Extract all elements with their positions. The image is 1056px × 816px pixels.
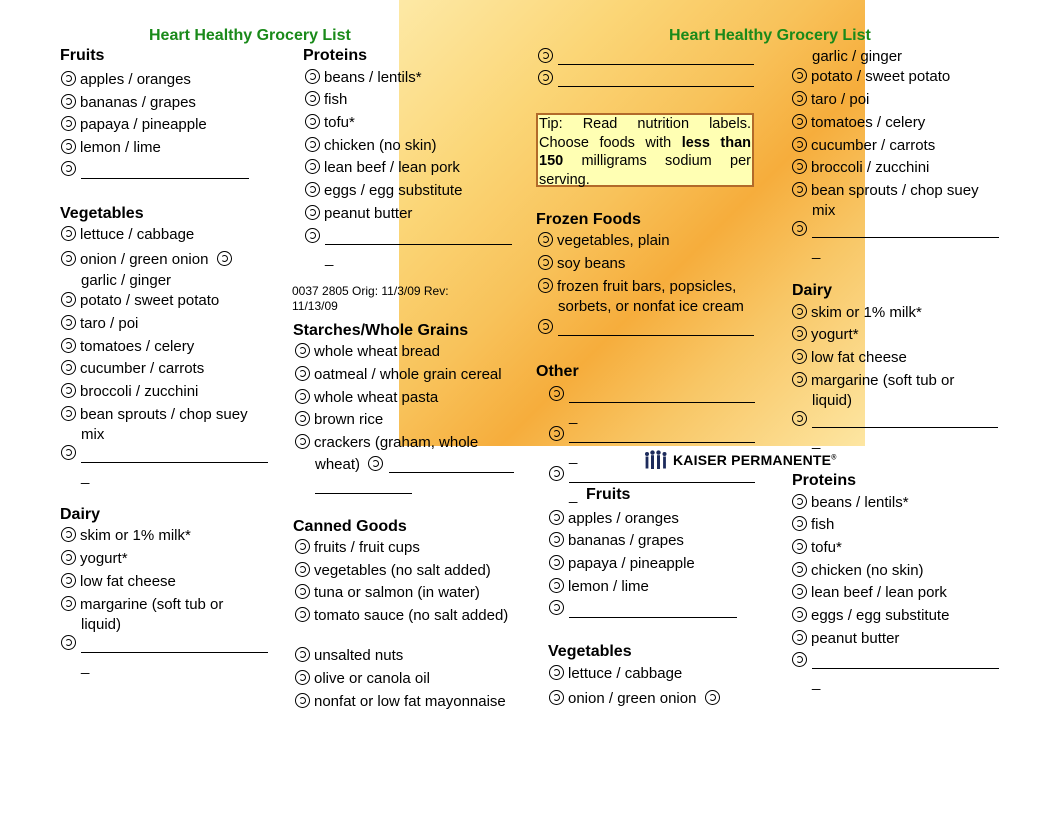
- list-item: broccoli / zucchini: [61, 383, 198, 401]
- bullet-icon: [305, 91, 320, 106]
- list-item: lean beef / lean pork: [792, 584, 947, 602]
- bullet-icon: [305, 205, 320, 220]
- bullet-icon: [538, 255, 553, 270]
- blank-line[interactable]: [558, 335, 754, 336]
- list-item: vegetables, plain: [538, 232, 670, 250]
- vegetables-heading: Vegetables: [548, 643, 632, 660]
- bullet-icon: [61, 360, 76, 375]
- list-item: [549, 466, 568, 484]
- bullet-icon: [295, 607, 310, 622]
- list-item: tuna or salmon (in water): [295, 584, 480, 602]
- blank-line[interactable]: [315, 493, 412, 494]
- blank-underscore: _: [812, 674, 821, 691]
- list-item: chicken (no skin): [792, 562, 924, 580]
- list-item: oatmeal / whole grain cereal: [295, 366, 502, 384]
- list-item: low fat cheese: [61, 573, 176, 591]
- list-item: broccoli / zucchini: [792, 159, 929, 177]
- bullet-icon: [792, 68, 807, 83]
- list-item: potato / sweet potato: [792, 68, 950, 86]
- blank-underscore: _: [81, 658, 90, 675]
- sodium-tip-box: Tip: Read nutrition labels. Choose foods with less than 150 milligrams sodium per serving.: [536, 113, 754, 187]
- bullet-icon: [549, 532, 564, 547]
- blank-underscore: _: [569, 487, 578, 504]
- bullet-icon: [538, 319, 553, 334]
- bullet-icon: [792, 411, 807, 426]
- list-item: tofu*: [792, 539, 842, 557]
- bullet-icon: [61, 315, 76, 330]
- bullet-icon: [538, 70, 553, 85]
- bullet-icon: [792, 494, 807, 509]
- list-item: tomatoes / celery: [792, 114, 925, 132]
- bullet-icon: [295, 693, 310, 708]
- list-item: unsalted nuts: [295, 647, 403, 665]
- blank-underscore: _: [812, 433, 821, 450]
- blank-line[interactable]: [81, 178, 249, 179]
- list-item: fish: [792, 516, 834, 534]
- list-item: bean sprouts / chop suey: [792, 182, 979, 200]
- bullet-icon: [792, 539, 807, 554]
- list-item: skim or 1% milk*: [61, 527, 191, 545]
- kaiser-permanente-logo: [644, 450, 837, 470]
- proteins-heading: Proteins: [792, 472, 857, 489]
- blank-line[interactable]: [569, 482, 755, 483]
- bullet-icon: [549, 600, 564, 615]
- bullet-icon: [538, 232, 553, 247]
- list-item: bananas / grapes: [61, 94, 196, 112]
- bullet-icon: [61, 139, 76, 154]
- list-item: yogurt*: [61, 550, 128, 568]
- blank-line[interactable]: [569, 617, 737, 618]
- list-item: [305, 228, 324, 246]
- bullet-icon: [792, 516, 807, 531]
- bullet-icon: [295, 411, 310, 426]
- bullet-icon: [305, 137, 320, 152]
- bullet-icon: [295, 647, 310, 662]
- list-item: skim or 1% milk*: [792, 304, 922, 322]
- bullet-icon: [305, 114, 320, 129]
- bullet-icon: [295, 343, 310, 358]
- list-item: whole wheat pasta: [295, 389, 438, 407]
- list-item: tomatoes / celery: [61, 338, 194, 356]
- list-item: beans / lentils*: [305, 69, 422, 87]
- bullet-icon: [295, 434, 310, 449]
- bullet-icon: [61, 596, 76, 611]
- bullet-icon: [61, 292, 76, 307]
- bullet-icon: [61, 71, 76, 86]
- blank-line[interactable]: [812, 237, 999, 238]
- proteins-heading: Proteins: [303, 47, 368, 64]
- bullet-icon: [295, 670, 310, 685]
- blank-underscore: _: [569, 448, 578, 465]
- blank-line[interactable]: [812, 427, 998, 428]
- list-item: papaya / pineapple: [549, 555, 695, 573]
- bullet-icon: [792, 114, 807, 129]
- dairy-heading: Dairy: [792, 282, 833, 299]
- list-item: [792, 411, 811, 429]
- list-item: low fat cheese: [792, 349, 907, 367]
- list-item: mix: [812, 202, 836, 219]
- bullet-icon: [549, 386, 564, 401]
- list-item: eggs / egg substitute: [305, 182, 462, 200]
- fruits-heading: Fruits: [586, 486, 631, 503]
- list-item: beans / lentils*: [792, 494, 909, 512]
- bullet-icon: [368, 456, 383, 471]
- dairy-heading: Dairy: [60, 506, 101, 523]
- list-item: eggs / egg substitute: [792, 607, 949, 625]
- list-item: [549, 600, 568, 618]
- bullet-icon: [61, 406, 76, 421]
- list-item: apples / oranges: [549, 510, 679, 528]
- bullet-icon: [295, 562, 310, 577]
- list-item: soy beans: [538, 255, 625, 273]
- list-item: garlic / ginger: [81, 272, 172, 289]
- bullet-icon: [549, 466, 564, 481]
- list-item: nonfat or low fat mayonnaise: [295, 693, 506, 711]
- bullet-icon: [549, 690, 564, 705]
- bullet-icon: [792, 91, 807, 106]
- blank-line[interactable]: [81, 652, 268, 653]
- bullet-icon: [792, 584, 807, 599]
- list-item: lean beef / lean pork: [305, 159, 460, 177]
- list-item: margarine (soft tub or: [792, 372, 954, 390]
- starches-heading: Starches/Whole Grains: [293, 322, 469, 339]
- bullet-icon: [305, 69, 320, 84]
- bullet-icon: [549, 510, 564, 525]
- bullet-icon: [792, 182, 807, 197]
- list-item: [549, 426, 568, 444]
- bullet-icon: [61, 445, 76, 460]
- bullet-icon: [295, 366, 310, 381]
- list-item: taro / poi: [792, 91, 869, 109]
- other-heading: Other: [536, 363, 579, 380]
- list-item: apples / oranges: [61, 71, 191, 89]
- list-item: [61, 161, 80, 179]
- bullet-icon: [792, 372, 807, 387]
- blank-line[interactable]: [389, 472, 514, 473]
- list-item: fruits / fruit cups: [295, 539, 420, 557]
- list-item: mix: [81, 426, 105, 443]
- bullet-icon: [792, 607, 807, 622]
- list-item: peanut butter: [305, 205, 412, 223]
- list-item: crackers (graham, whole: [295, 434, 478, 452]
- blank-underscore: _: [569, 408, 578, 425]
- bullet-icon: [792, 159, 807, 174]
- blank-line[interactable]: [325, 244, 512, 245]
- list-item: garlic / ginger: [812, 48, 903, 65]
- kaiser-people-icon: [644, 450, 668, 470]
- list-item: onion / green onion: [61, 251, 236, 269]
- page-title-left: Heart Healthy Grocery List: [149, 27, 351, 44]
- list-item: whole wheat bread: [295, 343, 440, 361]
- bullet-icon: [61, 94, 76, 109]
- bullet-icon: [61, 550, 76, 565]
- bullet-icon: [305, 182, 320, 197]
- list-item: yogurt*: [792, 326, 859, 344]
- list-item: potato / sweet potato: [61, 292, 219, 310]
- bullet-icon: [538, 278, 553, 293]
- list-item: fish: [305, 91, 347, 109]
- bullet-icon: [61, 226, 76, 241]
- list-item: sorbets, or nonfat ice cream: [558, 298, 744, 315]
- bullet-icon: [295, 584, 310, 599]
- blank-underscore: _: [812, 243, 821, 260]
- bullet-icon: [792, 349, 807, 364]
- list-item: [538, 70, 557, 88]
- bullet-icon: [61, 383, 76, 398]
- list-item: taro / poi: [61, 315, 138, 333]
- list-item: peanut butter: [792, 630, 899, 648]
- bullet-icon: [705, 690, 720, 705]
- blank-line[interactable]: [558, 64, 754, 65]
- list-item: lettuce / cabbage: [61, 226, 194, 244]
- bullet-icon: [792, 630, 807, 645]
- list-item: lemon / lime: [61, 139, 161, 157]
- bullet-icon: [792, 137, 807, 152]
- fruits-heading: Fruits: [60, 47, 105, 64]
- bullet-icon: [61, 338, 76, 353]
- bullet-icon: [792, 652, 807, 667]
- list-item: frozen fruit bars, popsicles,: [538, 278, 736, 296]
- list-item: onion / green onion: [549, 690, 724, 708]
- bullet-icon: [538, 48, 553, 63]
- canned-goods-heading: Canned Goods: [293, 518, 407, 535]
- list-item: olive or canola oil: [295, 670, 430, 688]
- page-title-right: Heart Healthy Grocery List: [669, 27, 871, 44]
- blank-line[interactable]: [81, 462, 268, 463]
- frozen-foods-heading: Frozen Foods: [536, 211, 641, 228]
- list-item: [538, 48, 557, 66]
- list-item: bean sprouts / chop suey: [61, 406, 248, 424]
- bullet-icon: [61, 161, 76, 176]
- list-item: wheat): [315, 456, 387, 474]
- bullet-icon: [549, 426, 564, 441]
- list-item: [549, 386, 568, 404]
- bullet-icon: [217, 251, 232, 266]
- bullet-icon: [61, 251, 76, 266]
- list-item: [61, 445, 80, 463]
- bullet-icon: [792, 221, 807, 236]
- blank-line[interactable]: [558, 86, 754, 87]
- list-item: [538, 319, 557, 337]
- list-item: liquid): [812, 392, 853, 409]
- list-item: vegetables (no salt added): [295, 562, 491, 580]
- list-item: cucumber / carrots: [61, 360, 204, 378]
- list-item: liquid): [81, 616, 122, 633]
- bullet-icon: [305, 159, 320, 174]
- list-item: [61, 635, 80, 653]
- bullet-icon: [295, 539, 310, 554]
- list-item: brown rice: [295, 411, 383, 429]
- list-item: tomato sauce (no salt added): [295, 607, 508, 625]
- list-item: papaya / pineapple: [61, 116, 207, 134]
- bullet-icon: [61, 116, 76, 131]
- blank-line[interactable]: [812, 668, 999, 669]
- logo-text: KAISER PERMANENTE: [673, 452, 832, 468]
- bullet-icon: [61, 527, 76, 542]
- bullet-icon: [61, 635, 76, 650]
- list-item: [792, 652, 811, 670]
- list-item: bananas / grapes: [549, 532, 684, 550]
- bullet-icon: [549, 578, 564, 593]
- bullet-icon: [792, 562, 807, 577]
- registered-mark: ®: [831, 454, 837, 462]
- list-item: cucumber / carrots: [792, 137, 935, 155]
- bullet-icon: [61, 573, 76, 588]
- list-item: chicken (no skin): [305, 137, 437, 155]
- form-code-text: 0037 2805 Orig: 11/3/09 Rev: 11/13/09: [292, 284, 449, 313]
- bullet-icon: [549, 665, 564, 680]
- bullet-icon: [295, 389, 310, 404]
- vegetables-heading: Vegetables: [60, 205, 144, 222]
- blank-underscore: _: [81, 468, 90, 485]
- list-item: margarine (soft tub or: [61, 596, 223, 614]
- list-item: tofu*: [305, 114, 355, 132]
- bullet-icon: [549, 555, 564, 570]
- blank-underscore: _: [325, 250, 334, 267]
- blank-line[interactable]: [569, 402, 755, 403]
- list-item: [792, 221, 811, 239]
- list-item: lemon / lime: [549, 578, 649, 596]
- bullet-icon: [792, 326, 807, 341]
- bullet-icon: [305, 228, 320, 243]
- bullet-icon: [792, 304, 807, 319]
- list-item: lettuce / cabbage: [549, 665, 682, 683]
- blank-line[interactable]: [569, 442, 755, 443]
